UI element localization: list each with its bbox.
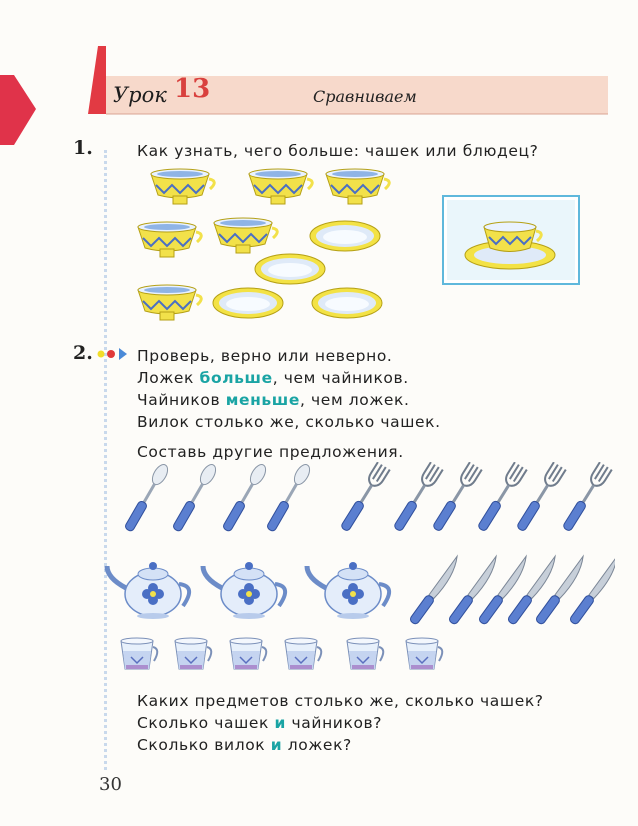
teapot-icon (107, 562, 189, 619)
task2-tableware-illustration (95, 462, 615, 682)
task1-question: Как узнать, чего больше: чашек или блюдец? (137, 142, 539, 160)
fork-icon (430, 462, 482, 533)
glass-cup-icon (175, 638, 211, 669)
glass-cup-icon (285, 638, 321, 669)
cup-icon (151, 169, 214, 204)
page-number: 30 (99, 774, 122, 795)
glass-cup-icon (121, 638, 157, 669)
task2-line5: Составь другие предложения. (137, 443, 404, 461)
fork-icon (338, 462, 390, 533)
task1-dishes-illustration (130, 165, 400, 335)
cup-icon (249, 169, 312, 204)
lesson-topic: Сравниваем (313, 87, 417, 106)
spoon-icon (221, 462, 269, 533)
glass-cup-icon (347, 638, 383, 669)
saucer-icon (255, 254, 325, 284)
glass-cup-icon (406, 638, 442, 669)
question-3: Сколько вилок и ложек? (137, 736, 352, 754)
saucer-icon (213, 288, 283, 318)
task2-line4: Вилок столько же, сколько чашек. (137, 413, 441, 431)
teapot-icon (307, 562, 389, 619)
spoon-icon (123, 462, 171, 533)
task2-line2: Ложек больше, чем чайников. (137, 369, 409, 387)
glass-cup-icon (230, 638, 266, 669)
knife-icon (448, 555, 502, 625)
knife-icon (478, 555, 532, 625)
fork-icon (560, 462, 612, 533)
cup-icon (326, 169, 389, 204)
page-tab-marker (0, 75, 40, 147)
question-1: Каких предметов столько же, сколько чашек? (137, 692, 544, 710)
saucer-icon (312, 288, 382, 318)
spoon-icon (171, 462, 219, 533)
cup-on-saucer-frame (442, 195, 580, 285)
highlight-word-i: и (274, 714, 287, 732)
teapot-icon (203, 562, 285, 619)
fork-icon (514, 462, 566, 533)
highlight-word-menshe: меньше (225, 391, 300, 409)
task2-number: 2. (73, 342, 93, 364)
cup-icon (138, 222, 201, 257)
highlight-word-bolshe: больше (199, 369, 273, 387)
question-2: Сколько чашек и чайников? (137, 714, 383, 732)
cup-icon (214, 218, 277, 253)
cup-icon (138, 285, 201, 320)
task2-line1: Проверь, верно или неверно. (137, 347, 393, 365)
knife-icon (507, 555, 561, 625)
lesson-label: Урок (113, 83, 167, 107)
spoon-icon (265, 462, 313, 533)
highlight-word-i: и (270, 736, 283, 754)
task-marker-dots-icon (96, 345, 132, 365)
task2-line3: Чайников меньше, чем ложек. (137, 391, 410, 409)
task1-number: 1. (73, 137, 93, 159)
lesson-number: 13 (174, 74, 211, 104)
saucer-icon (310, 221, 380, 251)
